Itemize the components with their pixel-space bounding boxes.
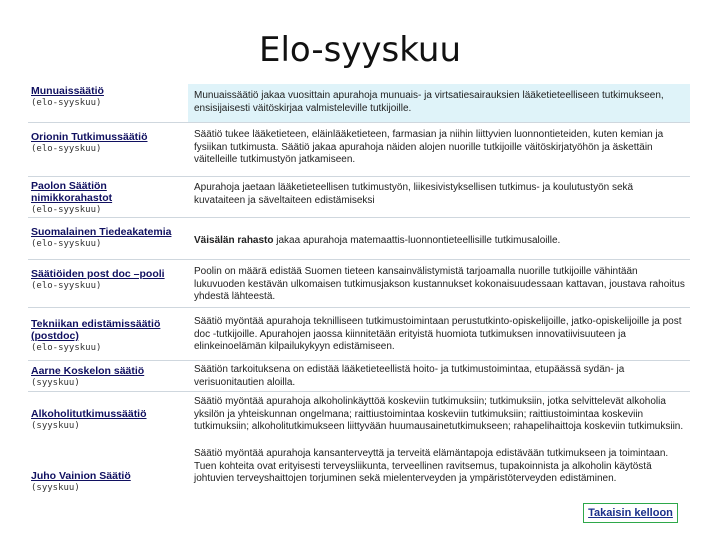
description-text: Säätiön tarkoituksena on edistää lääketieteellistä hoito- ja tutkimustoimintaa, etupäässä sydän- ja verisuonitautien aloilla. [194, 364, 625, 388]
description-text: Munuaissäätiö jakaa vuosittain apurahoja munuais- ja virtsatiesairauksien lääketieteelliseen tutkimukseen, ensisijaisesti väitöskirjaa valmisteleville tutkijoille. [194, 90, 664, 114]
description-text: Säätiö myöntää apurahoja teknilliseen tutkimustoimintaan perustutkinto-opiskelijoille, jatko-opiskelijoille ja post doc -tutkijoille. Apurahojen jaossa kiinnitetään erityistä huomiota tutkimuksen innovatiivisuuteen ja elinkeinoelämän kilpailukykyyn edistämiseen. [194, 316, 682, 352]
row-left-cell [28, 361, 188, 391]
foundation-name-link[interactable]: Suomalainen Tiedeakatemia [31, 226, 172, 238]
period-label: (syyskuu) [31, 421, 80, 431]
period-label: (syyskuu) [31, 483, 80, 493]
foundation-name-link[interactable]: Orionin Tutkimussäätiö [31, 131, 148, 143]
row-left-cell [28, 260, 188, 307]
table-row [28, 448, 690, 508]
row-left-cell [28, 84, 188, 122]
period-label: (elo-syyskuu) [31, 98, 102, 108]
description [188, 448, 690, 508]
description [188, 84, 690, 122]
description-text: Säätiö tukee lääketieteen, eläinlääketieteen, farmasian ja niihin liittyvien luonnontieteiden, kuten kemian ja fysiikan tutkimusta. Säätiö jakaa apurahoja näiden alojen nuorille tutkijoille väitöskirjatyöhön ja äskettäin väitelleille tutkimustyön jatkamiseen. [194, 129, 664, 165]
description [188, 392, 690, 448]
description-bold: Väisälän rahasto [194, 235, 274, 246]
table-row [28, 392, 690, 448]
back-to-clock-button[interactable]: Takaisin kelloon [583, 503, 678, 523]
description-text: Säätiö myöntää apurahoja kansanterveyttä ja terveitä elämäntapoja edistävään tutkimukseen ja toimintaan. Tuen kohteita ovat erityisesti terveysliikunta, terveellinen ravitsemus, tupakoinnista ja alkoholin käytöstä johtuvien terveyshaittojen torjuminen sekä mielenterveyden ja ympäristöterveyden edistäminen. [194, 448, 669, 484]
description [188, 218, 690, 259]
row-left-cell [28, 392, 188, 448]
description [188, 123, 690, 176]
foundation-name-link[interactable]: Munuaissäätiö [31, 85, 104, 97]
foundation-name-link[interactable]: Tekniikan edistämissäätiö (postdoc) [31, 318, 161, 342]
page-title: Elo-syyskuu [258, 30, 462, 70]
period-label: (elo-syyskuu) [31, 144, 102, 154]
table-row [28, 308, 690, 361]
row-left-cell [28, 123, 188, 176]
foundation-name-link[interactable]: Säätiöiden post doc –pooli [31, 268, 165, 280]
description [188, 361, 690, 391]
description-text: Apurahoja jaetaan lääketieteellisen tutkimustyön, liikesivistyksellisen tutkimus- ja koulutustyön sekä kuvataiteen ja säveltaiteen edistämiseksi [194, 182, 634, 206]
description-text: jakaa apurahoja matemaattis-luonnontieteellisille tutkimusaloille. [273, 235, 561, 246]
table-row [28, 84, 690, 123]
table-row [28, 260, 690, 308]
period-label: (elo-syyskuu) [31, 281, 102, 291]
period-label: (elo-syyskuu) [31, 239, 102, 249]
description-text: Säätiö myöntää apurahoja alkoholinkäyttöä koskeviin tutkimuksiin; tutkimuksiin, jotka selvittelevät alkoholia yksilön ja yhteiskunnan ongelmana; raittiustoimintaa koskeviin tutkimuksiin; raittiustoimintaa koskeviin tutkimuksiin; alkoholitutkimukseen liittyvään huumausainetutkimukseen; rahapelihaittoja koskeviin tutkimuksiin. [194, 396, 684, 432]
row-left-cell [28, 308, 188, 360]
row-left-cell [28, 177, 188, 217]
foundation-table [28, 84, 690, 508]
row-left-cell [28, 218, 188, 259]
table-row [28, 177, 690, 218]
description [188, 177, 690, 217]
period-label: (syyskuu) [31, 378, 80, 388]
period-label: (elo-syyskuu) [31, 205, 102, 215]
foundation-name-link[interactable]: Paolon Säätiön nimikkorahastot [31, 180, 113, 204]
table-row [28, 123, 690, 177]
table-row [28, 218, 690, 260]
description-text: Poolin on määrä edistää Suomen tieteen kansainvälistymistä tarjoamalla nuorille tutkijoille vähintään lukuvuoden kestävän ulkomaisen tutkimusjakson kustannukset kokonaisuudessaan kattavan, joustava rahoitus yhdestä lähteestä. [194, 266, 685, 302]
period-label: (elo-syyskuu) [31, 343, 102, 353]
description [188, 260, 690, 307]
foundation-name-link[interactable]: Alkoholitutkimussäätiö [31, 408, 147, 420]
description [188, 308, 690, 360]
row-left-cell [28, 448, 188, 508]
foundation-name-link[interactable]: Juho Vainion Säätiö [31, 470, 131, 482]
table-row [28, 361, 690, 392]
foundation-name-link[interactable]: Aarne Koskelon säätiö [31, 365, 145, 377]
